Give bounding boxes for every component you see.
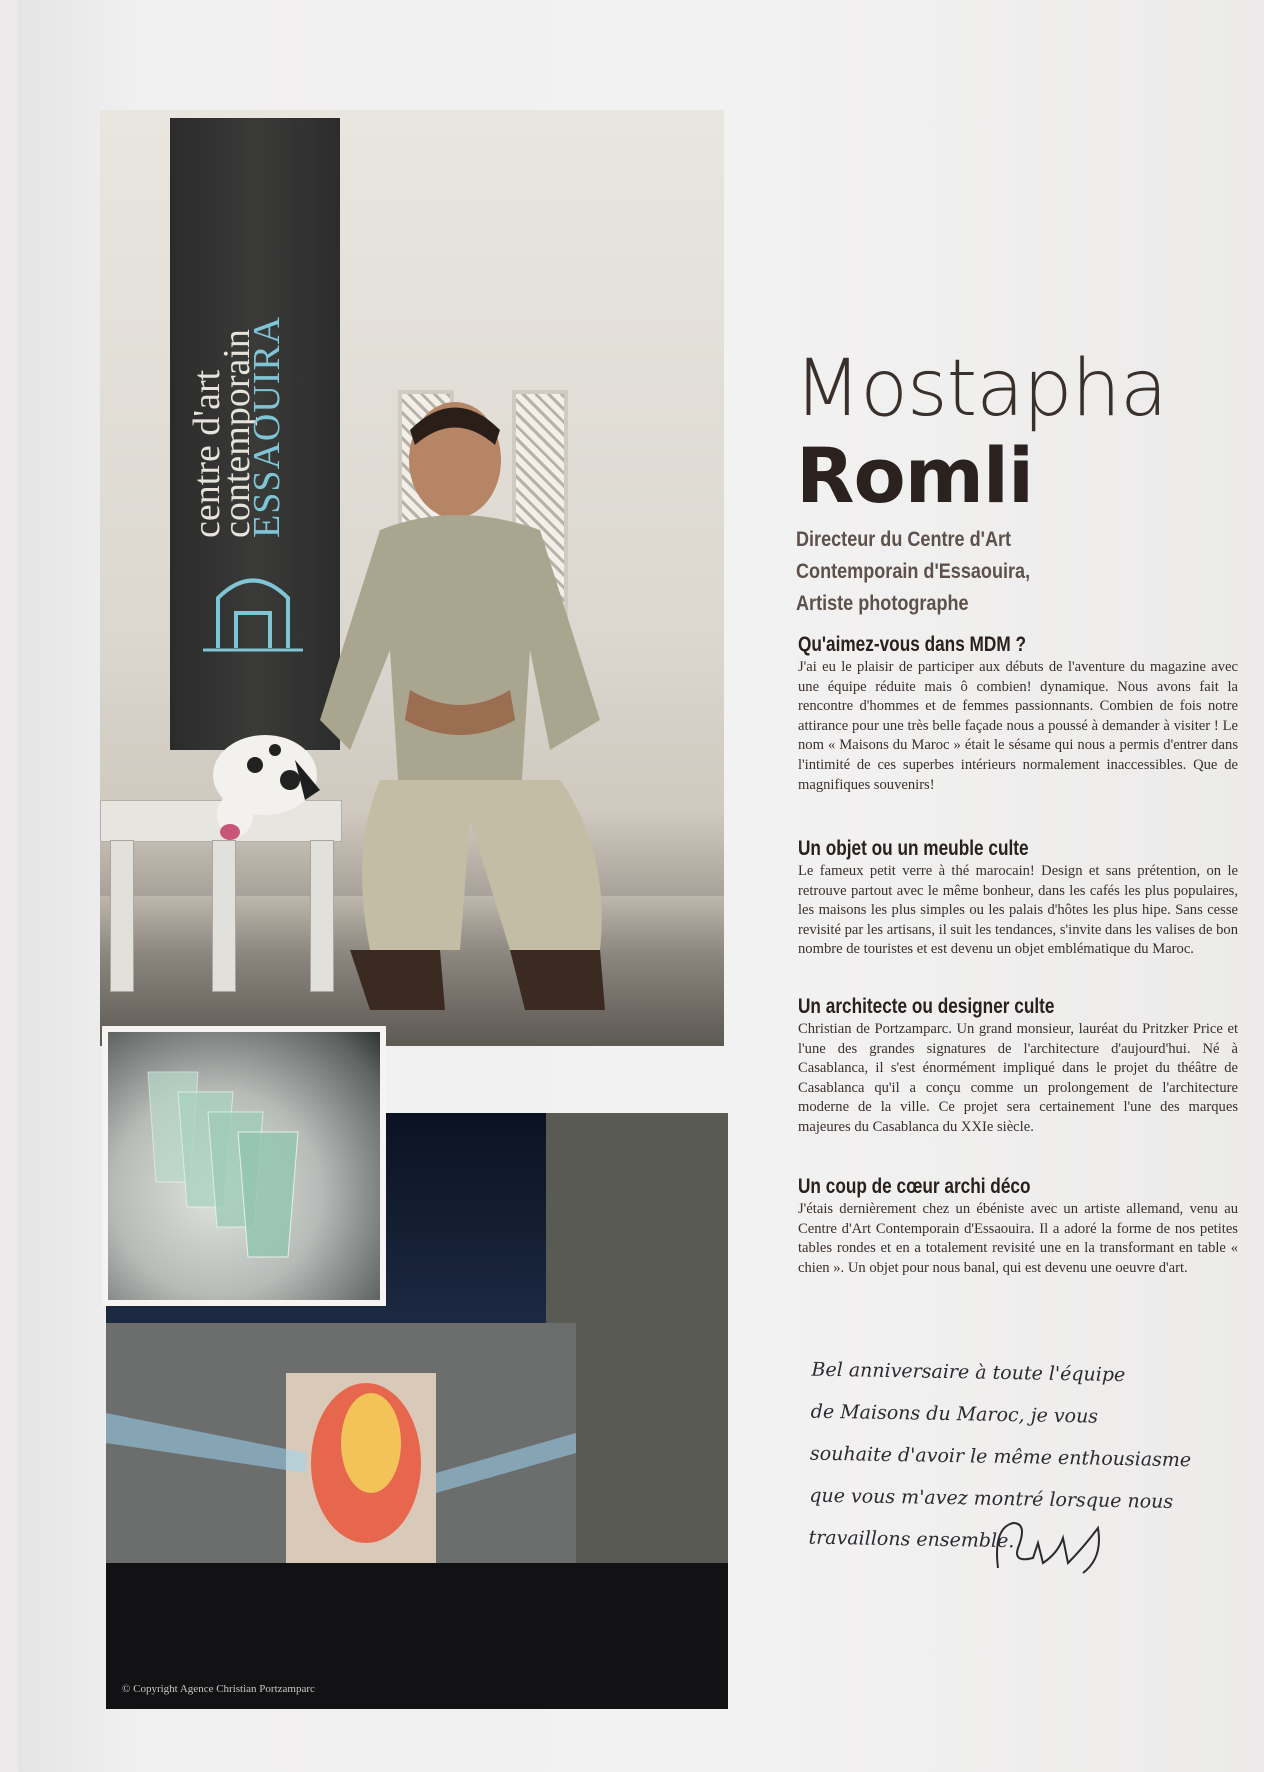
magazine-page [18, 0, 1246, 1772]
table-leg [212, 840, 236, 992]
section-title: Un objet ou un meuble culte [798, 837, 1029, 860]
section-body: J'étais dernièrement chez un ébéniste avec un artiste allemand, venu au Centre d'Art Contemporain d'Essaouira. Il a adoré la forme de nos petites tables rondes et en a totalement revisité une en la transformant en table « chien ». Un objet pour nous banal, qui est devenu une oeuvre d'art. [798, 1201, 1238, 1276]
section-title: Un coup de cœur archi déco [798, 1175, 1031, 1198]
banner-line-2: contemporain [216, 329, 258, 538]
section-body: J'ai eu le plaisir de participer aux débuts de l'aventure du magazine avec une équipe réduite mais ô combien! dynamique. Nous avons fait la rencontre d'hommes et de femmes passionnants. Combien de fois notre attirance pour une très belle façade nous a poussé à demander à visiter ! Le nom « Maisons du Maroc » était le sésame qui nous a permis d'entrer dans l'intimité de ces superbes intérieurs normalement inaccessibles. Que de magnifiques souvenirs! [798, 659, 1238, 793]
section-title: Qu'aimez-vous dans MDM ? [798, 633, 1026, 656]
table-leg [110, 840, 134, 992]
tea-glasses-illustration [108, 1032, 380, 1300]
subtitle: Directeur du Centre d'Art Contemporain d'Essaouira, Artiste photographe [796, 528, 1031, 615]
banner-line-3: ESSAOUIRA [246, 315, 288, 538]
section-body: Le fameux petit verre à thé marocain! Design et sans prétention, on le retrouve partout avec le même bonheur, dans les cafés les plus populaires, les maisons les plus simples ou les palais d'hôtes les plus hipe. Sans cesse revisité par les artisans, il suit les tendances, s'invite dans les valises de bon nombre de touristes et est devenu un objet emblématique du Maroc. [798, 863, 1238, 958]
section-qa-3 [798, 994, 1238, 1138]
banner-text [186, 118, 288, 538]
note-line: travaillons ensemble. [808, 1526, 1015, 1553]
dog-head-sculpture [195, 720, 325, 840]
name-first: Mostapha [794, 344, 1167, 434]
note-line: souhaite d'avoir le même enthousiasme [809, 1442, 1192, 1472]
section-title: Un architecte ou designer culte [798, 995, 1055, 1018]
banner-line-1: centre d'art [186, 369, 228, 538]
man-crouching [310, 390, 640, 1030]
name-last: Romli [796, 431, 1034, 520]
note-line: que vous m'avez montré lorsque nous [809, 1484, 1174, 1513]
section-qa-4 [798, 1174, 1238, 1278]
section-qa-2 [798, 836, 1238, 960]
note-line: de Maisons du Maroc, je vous [810, 1400, 1099, 1428]
section-qa-1 [798, 632, 1238, 795]
section-body: Christian de Portzamparc. Un grand monsieur, lauréat du Pritzker Price et l'une des grandes signatures de l'architecture d'aujourd'hui. Né à Casablanca, il s'est énormément impliqué dans le projet du théâtre de Casablanca qu'il a conçu comme un prolongement de l'architecture moderne de la ville. Ce projet sera certainement l'une des marques majeures du Casablanca du XXIe siècle. [798, 1021, 1238, 1135]
signature-icon [988, 1508, 1128, 1578]
banner-logo-icon [198, 558, 308, 658]
tea-glasses-photo [102, 1026, 386, 1306]
portrait-photo [100, 110, 724, 1046]
note-line: Bel anniversaire à toute l'équipe [811, 1358, 1126, 1387]
photo-copyright: © Copyright Agence Christian Portzamparc [122, 1683, 315, 1695]
